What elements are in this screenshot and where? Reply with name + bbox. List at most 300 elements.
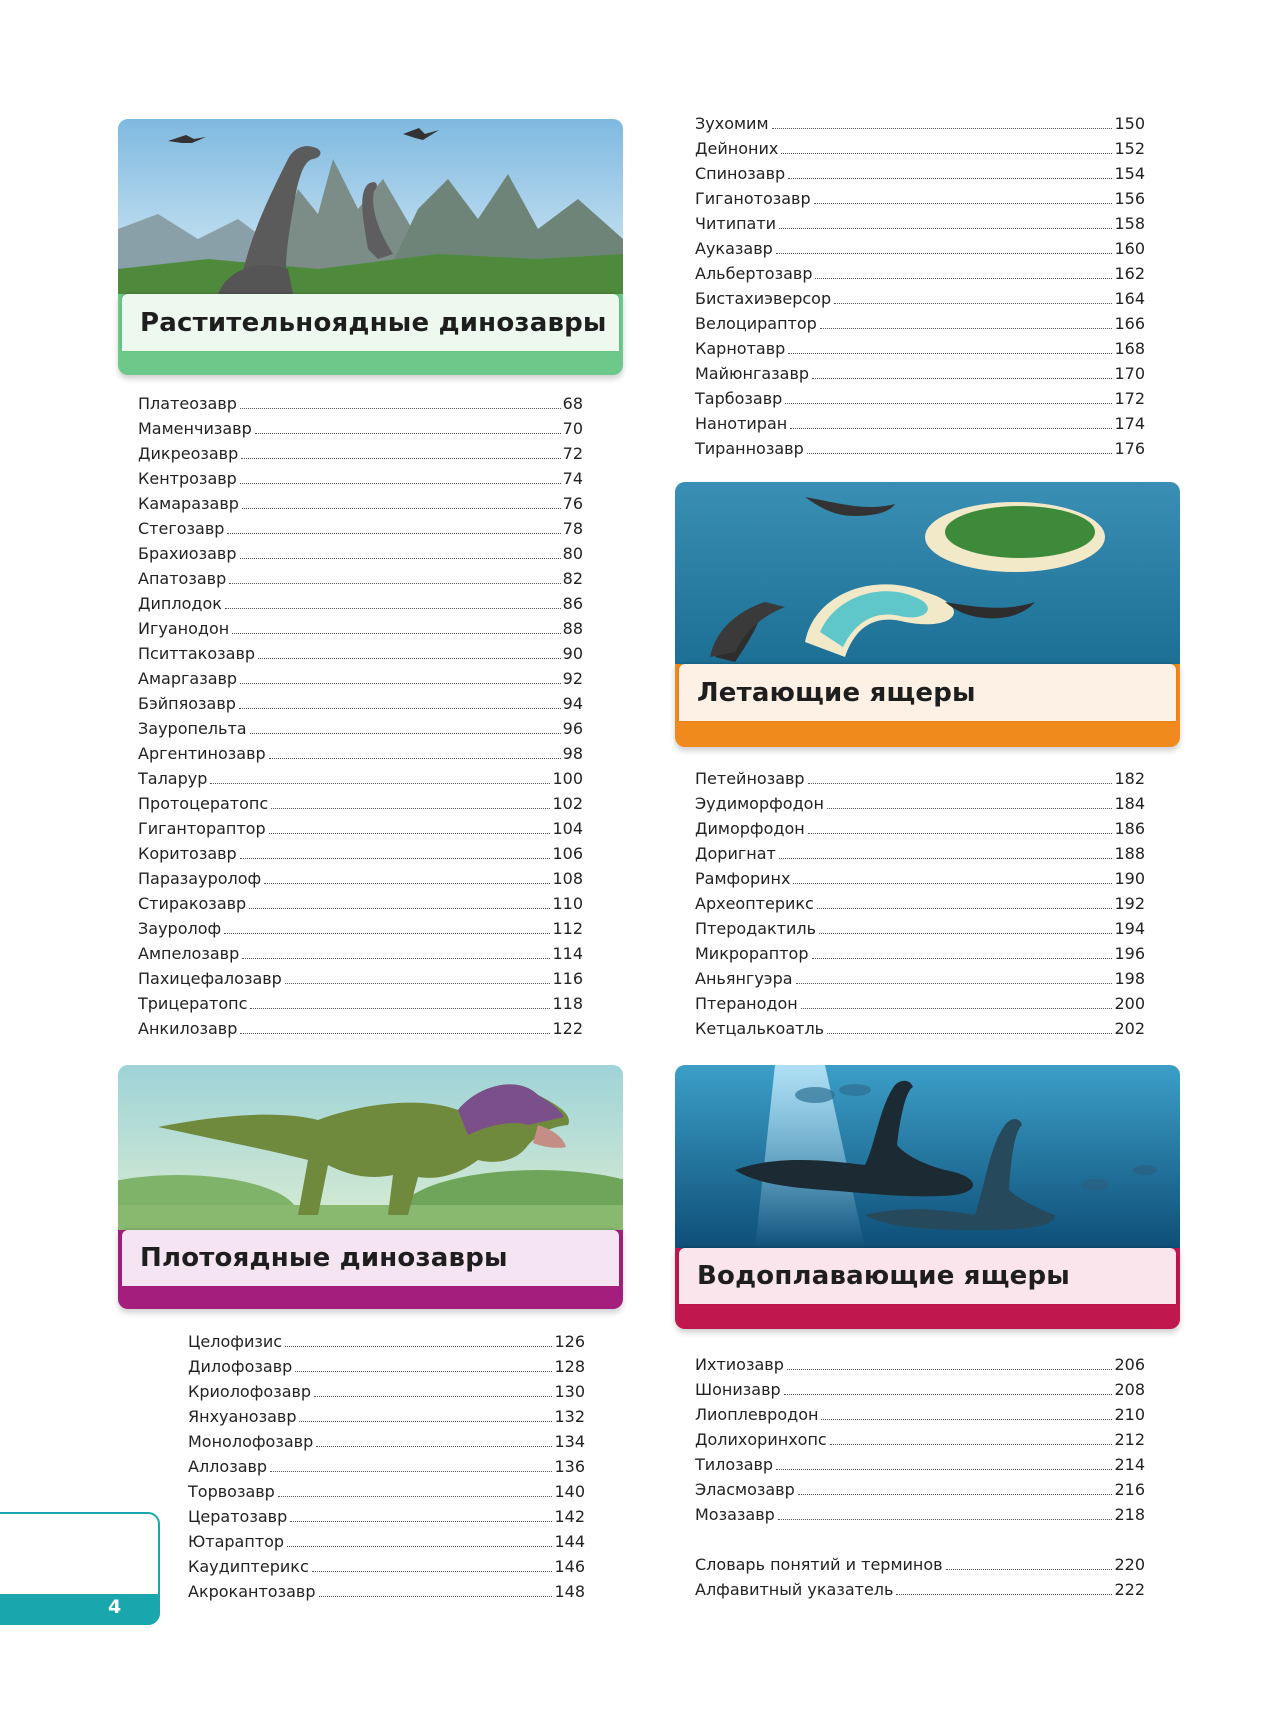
toc-entry (138, 919, 583, 944)
toc-entry-page: 82 (562, 569, 583, 588)
toc-entry-page: 88 (562, 619, 583, 638)
toc-entry-page: 172 (1114, 389, 1145, 408)
toc-entry (138, 544, 583, 569)
toc-entry-page: 150 (1114, 114, 1145, 133)
herbivores-illustration (118, 119, 623, 294)
toc-entry-page: 220 (1114, 1555, 1145, 1574)
toc-entry-page: 146 (554, 1557, 585, 1576)
toc-entry-name: Криолофозавр (188, 1382, 312, 1401)
toc-leader-dots (781, 153, 1112, 154)
toc-entry-name: Тилозавр (695, 1455, 774, 1474)
toc-entry (695, 919, 1145, 944)
toc-entry (188, 1582, 585, 1607)
toc-leader-dots (242, 958, 550, 959)
toc-leader-dots (240, 408, 561, 409)
toc-entry-name: Таларур (138, 769, 208, 788)
toc-leader-dots (896, 1594, 1112, 1595)
toc-entry-name: Эудиморфодон (695, 794, 824, 813)
toc-entry (138, 469, 583, 494)
toc-entry-page: 158 (1114, 214, 1145, 233)
toc-entry-name: Игуанодон (138, 619, 230, 638)
toc-entry-page: 104 (552, 819, 583, 838)
toc-entry-name: Петейнозавр (695, 769, 805, 788)
toc-entry-name: Тираннозавр (695, 439, 804, 458)
toc-entry-page: 152 (1114, 139, 1145, 158)
toc-entry-name: Велоцираптор (695, 314, 817, 333)
toc-entry-name: Словарь понятий и терминов (695, 1555, 943, 1574)
toc-entry-page: 136 (554, 1457, 585, 1476)
toc-leader-dots (269, 758, 561, 759)
toc-carnivores (188, 1332, 585, 1607)
toc-leader-dots (812, 378, 1112, 379)
toc-entry (138, 944, 583, 969)
toc-entry-page: 144 (554, 1532, 585, 1551)
section-card-swimming (675, 1065, 1180, 1329)
toc-entry (138, 844, 583, 869)
toc-entry (138, 869, 583, 894)
toc-entry (138, 394, 583, 419)
toc-entry (695, 189, 1145, 214)
toc-entry-page: 188 (1114, 844, 1145, 863)
toc-entry-name: Птеранодон (695, 994, 798, 1013)
toc-swimming (695, 1355, 1145, 1530)
toc-entry-name: Трицератопс (138, 994, 248, 1013)
toc-entry (138, 819, 583, 844)
toc-entry-name: Янхуанозавр (188, 1407, 297, 1426)
toc-entry (695, 1430, 1145, 1455)
toc-entry-name: Карнотавр (695, 339, 786, 358)
carnivores-title: Плотоядные динозавры (140, 1243, 508, 1273)
toc-leader-dots (258, 658, 561, 659)
toc-entry-page: 90 (562, 644, 583, 663)
toc-entry (695, 114, 1145, 139)
toc-entry-name: Зауролоф (138, 919, 222, 938)
toc-entry (138, 769, 583, 794)
toc-leader-dots (278, 1496, 553, 1497)
toc-entry-page: 222 (1114, 1580, 1145, 1599)
toc-leader-dots (787, 1369, 1113, 1370)
toc-entry-page: 114 (552, 944, 583, 963)
toc-entry (695, 869, 1145, 894)
toc-entry-name: Апатозавр (138, 569, 227, 588)
toc-entry (138, 719, 583, 744)
toc-entry-name: Цератозавр (188, 1507, 288, 1526)
toc-leader-dots (240, 683, 561, 684)
toc-leader-dots (210, 783, 550, 784)
toc-entry-page: 190 (1114, 869, 1145, 888)
toc-entry-name: Каудиптерикс (188, 1557, 309, 1576)
toc-leader-dots (239, 708, 561, 709)
toc-leader-dots (314, 1396, 552, 1397)
toc-leader-dots (815, 278, 1112, 279)
toc-entry-page: 176 (1114, 439, 1145, 458)
carnivores-illustration (118, 1065, 623, 1230)
toc-entry-name: Анкилозавр (138, 1019, 238, 1038)
toc-entry (138, 794, 583, 819)
toc-leader-dots (270, 1471, 552, 1472)
toc-entry-name: Археоптерикс (695, 894, 814, 913)
toc-entry-name: Долихоринхопс (695, 1430, 827, 1449)
toc-entry-page: 206 (1114, 1355, 1145, 1374)
toc-entry-name: Читипати (695, 214, 777, 233)
toc-entry (695, 164, 1145, 189)
toc-leader-dots (316, 1446, 552, 1447)
swimming-title-box (679, 1248, 1176, 1304)
toc-leader-dots (784, 1394, 1113, 1395)
toc-leader-dots (227, 533, 560, 534)
section-card-herbivores (118, 119, 623, 375)
toc-leader-dots (241, 458, 560, 459)
toc-entry-name: Нанотиран (695, 414, 788, 433)
toc-entry (695, 339, 1145, 364)
toc-entry-page: 116 (552, 969, 583, 988)
page-tab-fill (0, 1594, 160, 1625)
flying-illustration (675, 482, 1180, 664)
toc-leader-dots (295, 1371, 552, 1372)
toc-entry (695, 414, 1145, 439)
toc-leader-dots (255, 433, 561, 434)
toc-entry-page: 128 (554, 1357, 585, 1376)
toc-entry (695, 264, 1145, 289)
toc-entry (695, 214, 1145, 239)
toc-entry (695, 1505, 1145, 1530)
toc-leader-dots (778, 1519, 1113, 1520)
toc-entry (695, 1480, 1145, 1505)
toc-entry-page: 118 (552, 994, 583, 1013)
toc-leader-dots (290, 1521, 552, 1522)
toc-entry-name: Амаргазавр (138, 669, 238, 688)
toc-entry-page: 74 (562, 469, 583, 488)
toc-leader-dots (827, 1033, 1112, 1034)
toc-entry-page: 154 (1114, 164, 1145, 183)
toc-entry (695, 239, 1145, 264)
toc-leader-dots (785, 403, 1112, 404)
toc-entry (695, 1019, 1145, 1044)
toc-entry (188, 1432, 585, 1457)
toc-entry-name: Аргентинозавр (138, 744, 266, 763)
toc-entry-name: Бистахиэверсор (695, 289, 832, 308)
toc-entry-name: Маменчизавр (138, 419, 252, 438)
toc-entry (695, 819, 1145, 844)
toc-entry-page: 94 (562, 694, 583, 713)
toc-entry (695, 1355, 1145, 1380)
toc-entry (188, 1457, 585, 1482)
toc-entry (695, 439, 1145, 464)
toc-entry-name: Лиоплевродон (695, 1405, 819, 1424)
toc-entry-page: 96 (562, 719, 583, 738)
toc-leader-dots (812, 958, 1113, 959)
toc-entry (188, 1382, 585, 1407)
toc-leader-dots (229, 583, 560, 584)
toc-entry-name: Альбертозавр (695, 264, 813, 283)
toc-entry-name: Ауказавр (695, 239, 773, 258)
toc-entry (138, 494, 583, 519)
toc-entry (138, 519, 583, 544)
toc-leader-dots (814, 203, 1113, 204)
toc-entry-name: Доригнат (695, 844, 776, 863)
toc-entry-name: Стегозавр (138, 519, 225, 538)
toc-entry (138, 969, 583, 994)
toc-entry-page: 214 (1114, 1455, 1145, 1474)
toc-entry-page: 108 (552, 869, 583, 888)
toc-entry-name: Ампелозавр (138, 944, 240, 963)
toc-entry-page: 196 (1114, 944, 1145, 963)
toc-entry-name: Дилофозавр (188, 1357, 293, 1376)
toc-entry (188, 1557, 585, 1582)
toc-entry-name: Птеродактиль (695, 919, 817, 938)
toc-entry-name: Майюнгазавр (695, 364, 810, 383)
toc-leader-dots (827, 808, 1113, 809)
toc-leader-dots (285, 1346, 552, 1347)
toc-entry-page: 76 (562, 494, 583, 513)
toc-leader-dots (224, 933, 550, 934)
toc-entry-page: 166 (1114, 314, 1145, 333)
toc-leader-dots (788, 353, 1112, 354)
toc-entry (695, 944, 1145, 969)
herbivores-title: Растительноядные динозавры (140, 307, 607, 338)
toc-leader-dots (946, 1569, 1113, 1570)
toc-entry (138, 644, 583, 669)
toc-entry-page: 70 (562, 419, 583, 438)
toc-entry-name: Стиракозавр (138, 894, 247, 913)
toc-leader-dots (798, 1494, 1113, 1495)
toc-entry-name: Монолофозавр (188, 1432, 314, 1451)
toc-leader-dots (793, 883, 1112, 884)
toc-leader-dots (807, 453, 1113, 454)
toc-entry-name: Бэйпяозавр (138, 694, 236, 713)
toc-entry-page: 200 (1114, 994, 1145, 1013)
toc-entry (695, 389, 1145, 414)
toc-entry-page: 162 (1114, 264, 1145, 283)
toc-leader-dots (779, 228, 1112, 229)
toc-entry-name: Аньянгуэра (695, 969, 793, 988)
toc-entry-page: 212 (1114, 1430, 1145, 1449)
toc-entry-name: Дикреозавр (138, 444, 239, 463)
toc-entry-name: Гиганторaптор (138, 819, 266, 838)
toc-entry-name: Камаразавр (138, 494, 239, 513)
toc-leader-dots (269, 833, 551, 834)
toc-entry-name: Диморфодон (695, 819, 805, 838)
toc-leader-dots (287, 1546, 552, 1547)
toc-entry-page: 110 (552, 894, 583, 913)
toc-leader-dots (830, 1444, 1113, 1445)
toc-entry (695, 1455, 1145, 1480)
toc-entry (138, 619, 583, 644)
toc-entry-name: Пахицефалозавр (138, 969, 282, 988)
toc-leader-dots (232, 633, 560, 634)
toc-entry-name: Гиганотозавр (695, 189, 811, 208)
toc-entry-page: 182 (1114, 769, 1145, 788)
toc-entry-name: Ихтиозавр (695, 1355, 784, 1374)
toc-entry (695, 794, 1145, 819)
toc-leader-dots (821, 1419, 1112, 1420)
toc-entry-page: 218 (1114, 1505, 1145, 1524)
toc-entry-page: 68 (562, 394, 583, 413)
toc-entry-name: Диплодок (138, 594, 222, 613)
toc-leader-dots (790, 428, 1112, 429)
toc-entry (138, 694, 583, 719)
toc-entry-page: 126 (554, 1332, 585, 1351)
toc-leader-dots (776, 1469, 1112, 1470)
section-card-carnivores (118, 1065, 623, 1309)
toc-leader-dots (817, 908, 1113, 909)
toc-leader-dots (249, 908, 550, 909)
toc-entry-page: 208 (1114, 1380, 1145, 1399)
toc-entry (138, 894, 583, 919)
toc-entry-page: 142 (554, 1507, 585, 1526)
toc-entry (695, 969, 1145, 994)
toc-leader-dots (808, 833, 1113, 834)
toc-entry-page: 78 (562, 519, 583, 538)
toc-entry-page: 106 (552, 844, 583, 863)
toc-leader-dots (242, 508, 561, 509)
toc-entry (188, 1532, 585, 1557)
toc-leader-dots (225, 608, 561, 609)
toc-leader-dots (796, 983, 1113, 984)
toc-entry-page: 192 (1114, 894, 1145, 913)
toc-entry (188, 1357, 585, 1382)
toc-entry-page: 216 (1114, 1480, 1145, 1499)
toc-leader-dots (240, 1033, 550, 1034)
toc-entry (138, 444, 583, 469)
toc-entry-name: Дейноних (695, 139, 779, 158)
toc-entry-page: 164 (1114, 289, 1145, 308)
toc-entry (695, 1555, 1145, 1580)
toc-entry (695, 289, 1145, 314)
toc-entry-page: 72 (562, 444, 583, 463)
toc-entry-page: 170 (1114, 364, 1145, 383)
toc-entry (138, 419, 583, 444)
toc-entry-name: Эласмозавр (695, 1480, 795, 1499)
toc-entry-name: Кентрозавр (138, 469, 237, 488)
toc-entry-name: Рамфоринх (695, 869, 791, 888)
toc-entry-name: Ютараптор (188, 1532, 285, 1551)
toc-leader-dots (319, 1596, 553, 1597)
toc-entry-page: 184 (1114, 794, 1145, 813)
swimming-title: Водоплавающие ящеры (697, 1261, 1071, 1291)
toc-leader-dots (250, 1008, 550, 1009)
toc-leader-dots (772, 128, 1113, 129)
toc-entry-name: Платеозавр (138, 394, 237, 413)
flying-title: Летающие ящеры (697, 677, 976, 708)
toc-entry-name: Паразауролоф (138, 869, 262, 888)
toc-entry (188, 1482, 585, 1507)
toc-entry-name: Кетцалькоатль (695, 1019, 825, 1038)
section-card-flying (675, 482, 1180, 747)
toc-entry (695, 769, 1145, 794)
toc-entry (695, 364, 1145, 389)
toc-entry-page: 202 (1114, 1019, 1145, 1038)
toc-entry (138, 669, 583, 694)
swimming-illustration (675, 1065, 1180, 1248)
toc-entry (695, 1380, 1145, 1405)
toc-entry-name: Зухомим (695, 114, 769, 133)
carnivores-title-box (122, 1230, 619, 1286)
toc-entry-page: 160 (1114, 239, 1145, 258)
toc-entry-page: 132 (554, 1407, 585, 1426)
toc-entry-name: Спинозавр (695, 164, 786, 183)
toc-entry-name: Брахиозавр (138, 544, 237, 563)
toc-entry-page: 140 (554, 1482, 585, 1501)
toc-leader-dots (299, 1421, 552, 1422)
toc-entry (695, 994, 1145, 1019)
toc-entry (188, 1407, 585, 1432)
toc-entry-name: Микрораптор (695, 944, 809, 963)
toc-entry (695, 1580, 1145, 1605)
toc-flying (695, 769, 1145, 1044)
toc-entry (138, 569, 583, 594)
toc-leader-dots (250, 733, 561, 734)
toc-entry-page: 168 (1114, 339, 1145, 358)
toc-entry-page: 156 (1114, 189, 1145, 208)
toc-entry-name: Торвозавр (188, 1482, 275, 1501)
toc-leader-dots (801, 1008, 1113, 1009)
toc-entry-page: 92 (562, 669, 583, 688)
toc-leader-dots (788, 178, 1112, 179)
toc-entry-page: 210 (1114, 1405, 1145, 1424)
toc-entry-name: Аллозавр (188, 1457, 268, 1476)
toc-entry-page: 86 (562, 594, 583, 613)
toc-carnivores-continued (695, 114, 1145, 464)
toc-entry (138, 744, 583, 769)
toc-entry-name: Тарбозавр (695, 389, 783, 408)
toc-herbivores (138, 394, 583, 1044)
toc-entry-page: 102 (552, 794, 583, 813)
toc-entry (188, 1332, 585, 1357)
toc-leader-dots (808, 783, 1113, 784)
toc-entry (138, 994, 583, 1019)
toc-entry (695, 1405, 1145, 1430)
toc-leader-dots (271, 808, 550, 809)
toc-entry-name: Мозазавр (695, 1505, 775, 1524)
toc-leader-dots (240, 858, 551, 859)
toc-entry-page: 134 (554, 1432, 585, 1451)
toc-leader-dots (312, 1571, 553, 1572)
toc-entry (138, 594, 583, 619)
toc-entry (695, 894, 1145, 919)
toc-entry-page: 198 (1114, 969, 1145, 988)
toc-entry-name: Шонизавр (695, 1380, 781, 1399)
toc-leader-dots (285, 983, 551, 984)
toc-entry-name: Протоцератопс (138, 794, 269, 813)
toc-leader-dots (779, 858, 1113, 859)
toc-entry-name: Целофизис (188, 1332, 283, 1351)
toc-leader-dots (834, 303, 1112, 304)
toc-entry-page: 174 (1114, 414, 1145, 433)
toc-entry-name: Алфавитный указатель (695, 1580, 894, 1599)
toc-leader-dots (240, 558, 561, 559)
toc-entry (188, 1507, 585, 1532)
toc-entry-page: 194 (1114, 919, 1145, 938)
toc-leader-dots (264, 883, 550, 884)
toc-entry-page: 148 (554, 1582, 585, 1601)
toc-entry (695, 139, 1145, 164)
toc-entry-page: 186 (1114, 819, 1145, 838)
toc-entry (138, 1019, 583, 1044)
toc-extras (695, 1555, 1145, 1605)
herbivores-title-box (122, 294, 619, 351)
toc-entry-page: 98 (562, 744, 583, 763)
toc-entry-name: Коритозавр (138, 844, 237, 863)
toc-entry (695, 844, 1145, 869)
flying-title-box (679, 664, 1176, 721)
page-number: 4 (108, 1596, 122, 1618)
toc-entry-page: 112 (552, 919, 583, 938)
toc-entry-name: Зауропельта (138, 719, 247, 738)
toc-entry-page: 80 (562, 544, 583, 563)
toc-entry (695, 314, 1145, 339)
toc-leader-dots (820, 328, 1113, 329)
